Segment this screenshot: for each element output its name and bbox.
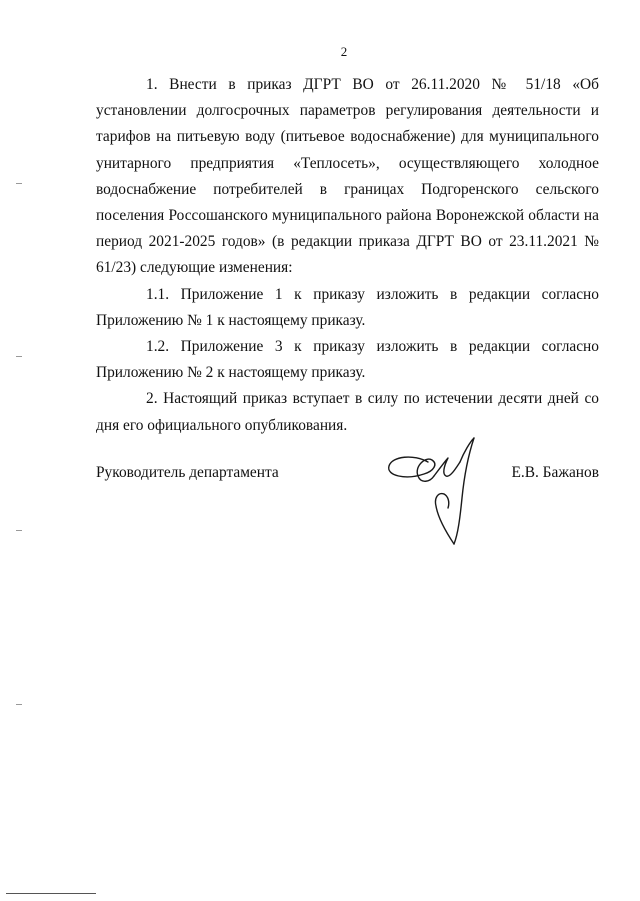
handwritten-signature (384, 436, 494, 548)
signatory-title: Руководитель департамента (96, 464, 279, 481)
paragraph-item-1-1: 1.1. Приложение 1 к приказу изложить в редакции согласно Приложению № 1 к настоящему приказу. (96, 285, 599, 329)
document-body (96, 72, 599, 439)
footer-rule (6, 893, 96, 894)
paragraph-effective-date: 2. Настоящий приказ вступает в силу по истечении десяти дней со дня его официального опубликования. (96, 390, 599, 434)
margin-mark (16, 183, 22, 184)
paragraph-amendment: 1. Внести в приказ ДГРТ ВО от 26.11.2020 № 51/18 «Об установлении долгосрочных параметров регулирования деятельности и тарифов на питьевую воду (питьевое водоснабжение) для муниципального унитарного предприятия «Теплосеть», осуществляющего холодное водоснабжение потребителей в границах Подгоренского сельского поселения Россошанского муниципального района Воронежской области на период 2021-2025 годов» (в редакции приказа ДГРТ ВО от 23.11.2021 № 61/23) следующие изменения: (96, 76, 599, 277)
signature-block (96, 464, 599, 488)
page-number: 2 (340, 44, 348, 59)
margin-mark (16, 530, 22, 531)
margin-mark (16, 704, 22, 705)
signatory-name: Е.В. Бажанов (511, 464, 599, 481)
paragraph-item-1-2: 1.2. Приложение 3 к приказу изложить в редакции согласно Приложению № 2 к настоящему приказу. (96, 338, 599, 382)
margin-mark (16, 356, 22, 357)
